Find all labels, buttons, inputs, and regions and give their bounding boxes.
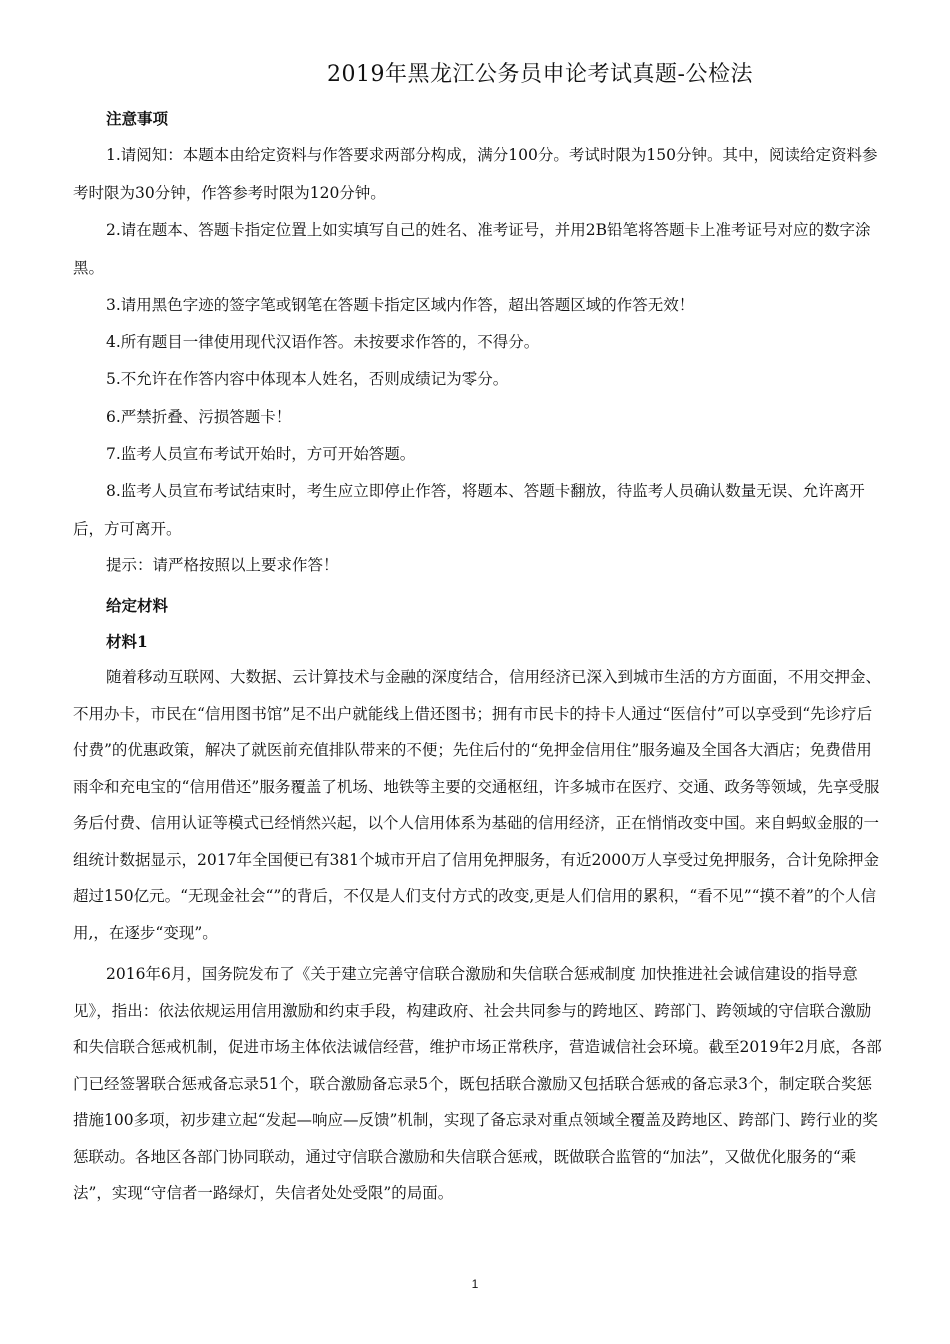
document-title: 2019年黑龙江公务员申论考试真题-公检法: [327, 62, 753, 87]
note-item-7: 7.监考人员宣布考试开始时，方可开始答题。: [106, 445, 416, 463]
note-item-2: 2.请在题本、答题卡指定位置上如实填写自己的姓名、准考证号，并用2B铅笔将答题卡上准考证号对应的数字涂黑。: [73, 221, 871, 277]
note-item-1: 1.请阅知：本题本由给定资料与作答要求两部分构成，满分100分。考试时限为150分钟。其中，阅读给定资料参考时限为30分钟，作答参考时限为120分钟。: [73, 146, 878, 202]
page-number: 1: [471, 1277, 479, 1291]
note-item-8: 8.监考人员宣布考试结束时，考生应立即停止作答，将题本、答题卡翻放，待监考人员确认数量无误、允许离开后，方可离开。: [73, 482, 865, 538]
notes-heading: 注意事项: [106, 109, 169, 128]
note-item-6: 6.严禁折叠、污损答题卡！: [106, 408, 292, 426]
material1-heading: 材料1: [106, 632, 148, 651]
materials-heading: 给定材料: [106, 596, 169, 615]
material1-paragraph-1: 随着移动互联网、大数据、云计算技术与金融的深度结合，信用经济已深入到城市生活的方方面面，不用交押金、不用办卡，市民在“信用图书馆”足不出户就能线上借还图书；拥有市民卡的持卡人通过“医信付”可以享受到“先诊疗后付费”的优惠政策，解决了就医前充值排队带来的不便；先住后付的“免押金信用住”服务遍及全国各大酒店；免费借用雨伞和充电宝的“信用借还”服务覆盖了机场、地铁等主要的交通枢纽，许多城市在医疗、交通、政务等领域，先享受服务后付费、信用认证等模式已经悄然兴起，以个人信用体系为基础的信用经济，正在悄悄改变中国。来自蚂蚁金服的一组统计数据显示，2017年全国便已有381个城市开启了信用免押服务，有近2000万人享受过免押服务，合计免除押金超过150亿元。“无现金社会“”的背后，不仅是人们支付方式的改变,更是人们信用的累积，“看不见”“摸不着”的个人信用,，在逐步“变现”。: [73, 668, 882, 942]
note-item-4: 4.所有题目一律使用现代汉语作答。未按要求作答的，不得分。: [106, 333, 540, 351]
note-item-5: 5.不允许在作答内容中体现本人姓名，否则成绩记为零分。: [106, 370, 509, 388]
note-item-3: 3.请用黑色字迹的签字笔或钢笔在答题卡指定区域内作答，超出答题区域的作答无效！: [106, 296, 695, 314]
tip-text: 提示：请严格按照以上要求作答！: [106, 556, 339, 574]
material1-paragraph-2: 2016年6月，国务院发布了《关于建立完善守信联合激励和失信联合惩戒制度 加快推进社会诚信建设的指导意见》，指出：依法依规运用信用激励和约束手段，构建政府、社会共同参与的跨地区、跨部门、跨领域的守信联合激励和失信联合惩戒机制，促进市场主体依法诚信经营，维护市场正常秩序，营造诚信社会环境。截至2019年2月底，各部门已经签署联合惩戒备忘录51个，联合激励备忘录5个，既包括联合激励又包括联合惩戒的备忘录3个，制定联合奖惩措施100多项，初步建立起“发起—响应—反馈”机制，实现了备忘录对重点领域全覆盖及跨地区、跨部门、跨行业的奖惩联动。各地区各部门协同联动，通过守信联合激励和失信联合惩戒，既做联合监管的“加法”，又做优化服务的“乘法”，实现“守信者一路绿灯，失信者处处受限”的局面。: [73, 965, 882, 1202]
